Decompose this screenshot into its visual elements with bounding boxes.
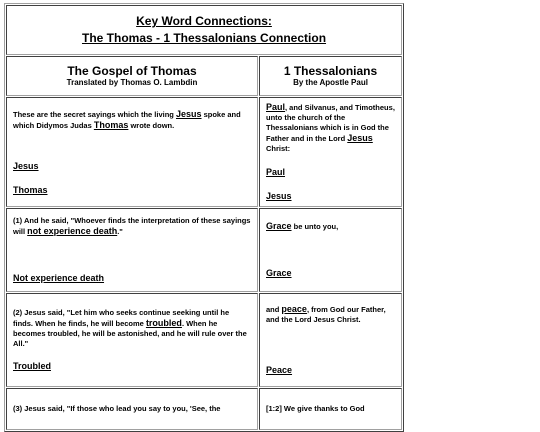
keyword-highlight: Thomas xyxy=(93,119,129,130)
left-column-header xyxy=(6,56,258,96)
right-column-subtitle: By the Apostle Paul xyxy=(293,78,368,87)
thessalonians-verse: Grace be unto you, xyxy=(266,221,339,231)
keyword-label: Paul xyxy=(266,167,286,177)
keyword-highlight: Grace xyxy=(266,221,292,231)
title-line-2: The Thomas - 1 Thessalonians Connection xyxy=(81,31,327,45)
left-column-title: The Gospel of Thomas xyxy=(67,64,197,78)
keyword-label: Jesus xyxy=(13,160,39,171)
keyword-highlight: not experience death xyxy=(27,226,118,236)
keyword-label: Thomas xyxy=(13,184,48,195)
thomas-cell xyxy=(6,293,258,387)
table-row xyxy=(6,97,402,207)
keyword-label: Jesus xyxy=(266,191,292,201)
thessalonians-cell xyxy=(259,97,402,207)
thomas-verse: These are the secret sayings which the living Jesus spoke and which Didymos Judas Thomas wrote down. xyxy=(13,108,241,130)
thessalonians-verse: Paul, and Silvanus, and Timotheus, unto the church of the Thessalonians which is in God the Father and in the Lord Jesus Christ: xyxy=(266,102,395,153)
table-row xyxy=(6,208,402,292)
thomas-cell xyxy=(6,97,258,207)
keyword-highlight: Jesus xyxy=(347,133,373,143)
thessalonians-verse: and peace, from God our Father, and the Lord Jesus Christ. xyxy=(266,304,386,324)
thomas-verse: (2) Jesus said, "Let him who seeks continue seeking until he finds. When he finds, he will become troubled. When he becomes troubled, he will be astonished, and he will rule over the All." xyxy=(13,308,247,348)
keyword-label: Peace xyxy=(266,365,293,375)
column-header-row xyxy=(6,56,402,96)
right-column-header xyxy=(259,56,402,96)
thomas-verse: (1) And he said, "Whoever finds the interpretation of these sayings will not experience death." xyxy=(13,216,251,236)
thessalonians-verse: [1:2] We give thanks to God xyxy=(266,404,365,413)
keyword-highlight: Paul xyxy=(266,102,286,112)
keyword-highlight: troubled xyxy=(145,318,182,328)
title-line-1: Key Word Connections: xyxy=(136,14,272,28)
thessalonians-cell xyxy=(259,388,402,430)
keyword-label: Grace xyxy=(266,268,292,278)
thessalonians-cell xyxy=(259,293,402,387)
page-title xyxy=(6,5,402,55)
thessalonians-cell xyxy=(259,208,402,292)
table-row xyxy=(6,293,402,387)
keyword-label: Troubled xyxy=(13,361,51,371)
keyword-highlight: Jesus xyxy=(175,108,202,119)
thomas-cell xyxy=(6,388,258,430)
table-row xyxy=(6,388,402,430)
thomas-verse: (3) Jesus said, "If those who lead you say to you, 'See, the xyxy=(13,404,221,413)
keyword-highlight: peace xyxy=(281,304,307,314)
keyword-label: Not experience death xyxy=(13,273,105,283)
thomas-cell xyxy=(6,208,258,292)
title-row xyxy=(6,5,402,55)
connections-table xyxy=(4,3,404,432)
left-column-subtitle: Translated by Thomas O. Lambdin xyxy=(66,78,198,87)
right-column-title: 1 Thessalonians xyxy=(283,64,378,78)
